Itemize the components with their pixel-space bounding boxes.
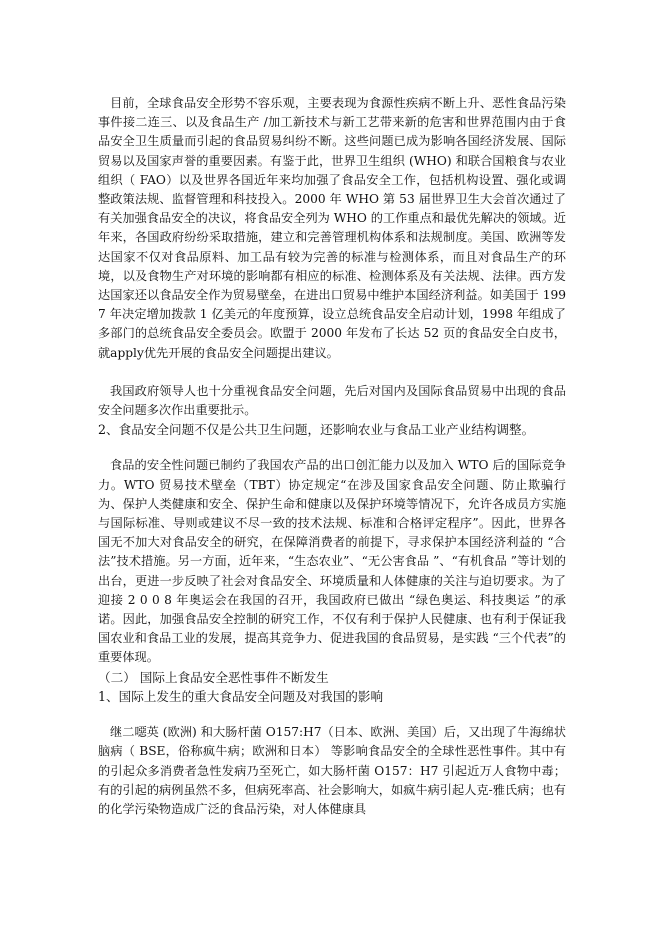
paragraph-government-attention: 我国政府领导人也十分重视食品安全问题，先后对国内及国际食品贸易中出现的食品安全问题多次作出重要批示。 xyxy=(98,383,566,418)
section-heading-international-events: （二） 国际上食品安全恶性事件不断发生 xyxy=(98,669,329,685)
paragraph-global-incidents: 继二噁英 (欧洲) 和大肠杆菌 O157:H7（日本、欧洲、美国）后，又出现了牛海绵状脑病（ BSE，俗称疯牛病；欧洲和日本） 等影响食品安全的全球性恶性事件。其中有的引起众多消费者急性发病乃至死亡，如大肠杆菌 O157：H7 引起近万人食物中毒；有的引起的病例虽然不多，但病死率高、社会影响大，如疯牛病引起人克-雅氏病；也有的化学污染物造成广泛的食品污染，对人体健康具 xyxy=(98,725,566,816)
paragraph-export-competitiveness: 食品的安全性问题已制约了我国农产品的出口创汇能力以及加入 WTO 后的国际竞争力。WTO 贸易技术壁垒（TBT）协定规定“在涉及国家食品安全问题、防止欺骗行为、保护人类健康和安全、保护生命和健康以及保护环境等情况下，允许各成员方实施与国际标准、导则或建议不尽一致的技术法规、标准和合格评定程序”。因此，世界各国无不加大对食品安全的研究，在保障消费者的前提下，寻求保护本国经济利益的 “合法”技术措施。另一方面，近年来，“生态农业”、“无公害食品 ”、“有机食品 ”等计划的出台，更进一步反映了社会对食品安全、环境质量和人体健康的关注与迫切要求。为了迎接 2 0 0 8 年奥运会在我国的召开，我国政府已做出 “绿色奥运、科技奥运 ”的承诺。因此，加强食品安全控制的研究工作，不仅有利于保护人民健康、也有利于保证我国农业和食品工业的发展，提高其竞争力、促进我国的食品贸易，是实践 “三个代表”的重要体现。 xyxy=(98,458,566,665)
section-heading-1: 1、国际上发生的重大食品安全问题及对我国的影响 xyxy=(98,688,384,704)
paragraph-global-food-safety: 目前，全球食品安全形势不容乐观，主要表现为食源性疾病不断上升、恶性食品污染事件接二连三、以及食品生产 /加工新技术与新工艺带来新的危害和世界范围内由于食品安全卫生质量而引起的食品贸易纠纷不断。这些问题已成为影响各国经济发展、国际贸易以及国家声誉的重要因素。有鉴于此，世界卫生组织 (WHO) 和联合国粮食与农业组织（ FAO）以及世界各国近年来均加强了食品安全工作，包括机构设置、强化或调整政策法规、监督管理和科技投入。2000 年 WHO 第 53 届世界卫生大会首次通过了有关加强食品安全的决议，将食品安全列为 WHO 的工作重点和最优先解决的领域。近年来，各国政府纷纷采取措施，建立和完善管理机构体系和法规制度。美国、欧洲等发达国家不仅对食品原料、加工品有较为完善的标准与检测体系，而且对食品生产的环境，以及食物生产对环境的影响都有相应的标准、检测体系及有关法规、法律。西方发达国家还以食品安全作为贸易壁垒，在进出口贸易中维护本国经济利益。如美国于 1997 年决定增加拨款 1 亿美元的年度预算，设立总统食品安全启动计划，1998 年组成了多部门的总统食品安全委员会。欧盟于 2000 年发布了长达 52 页的食品安全白皮书，就apply优先开展的食品安全问题提出建议。 xyxy=(98,96,566,360)
document-page xyxy=(98,94,566,819)
section-heading-2: 2、食品安全问题不仅是公共卫生问题，还影响农业与食品工业产业结构调整。 xyxy=(98,422,535,438)
